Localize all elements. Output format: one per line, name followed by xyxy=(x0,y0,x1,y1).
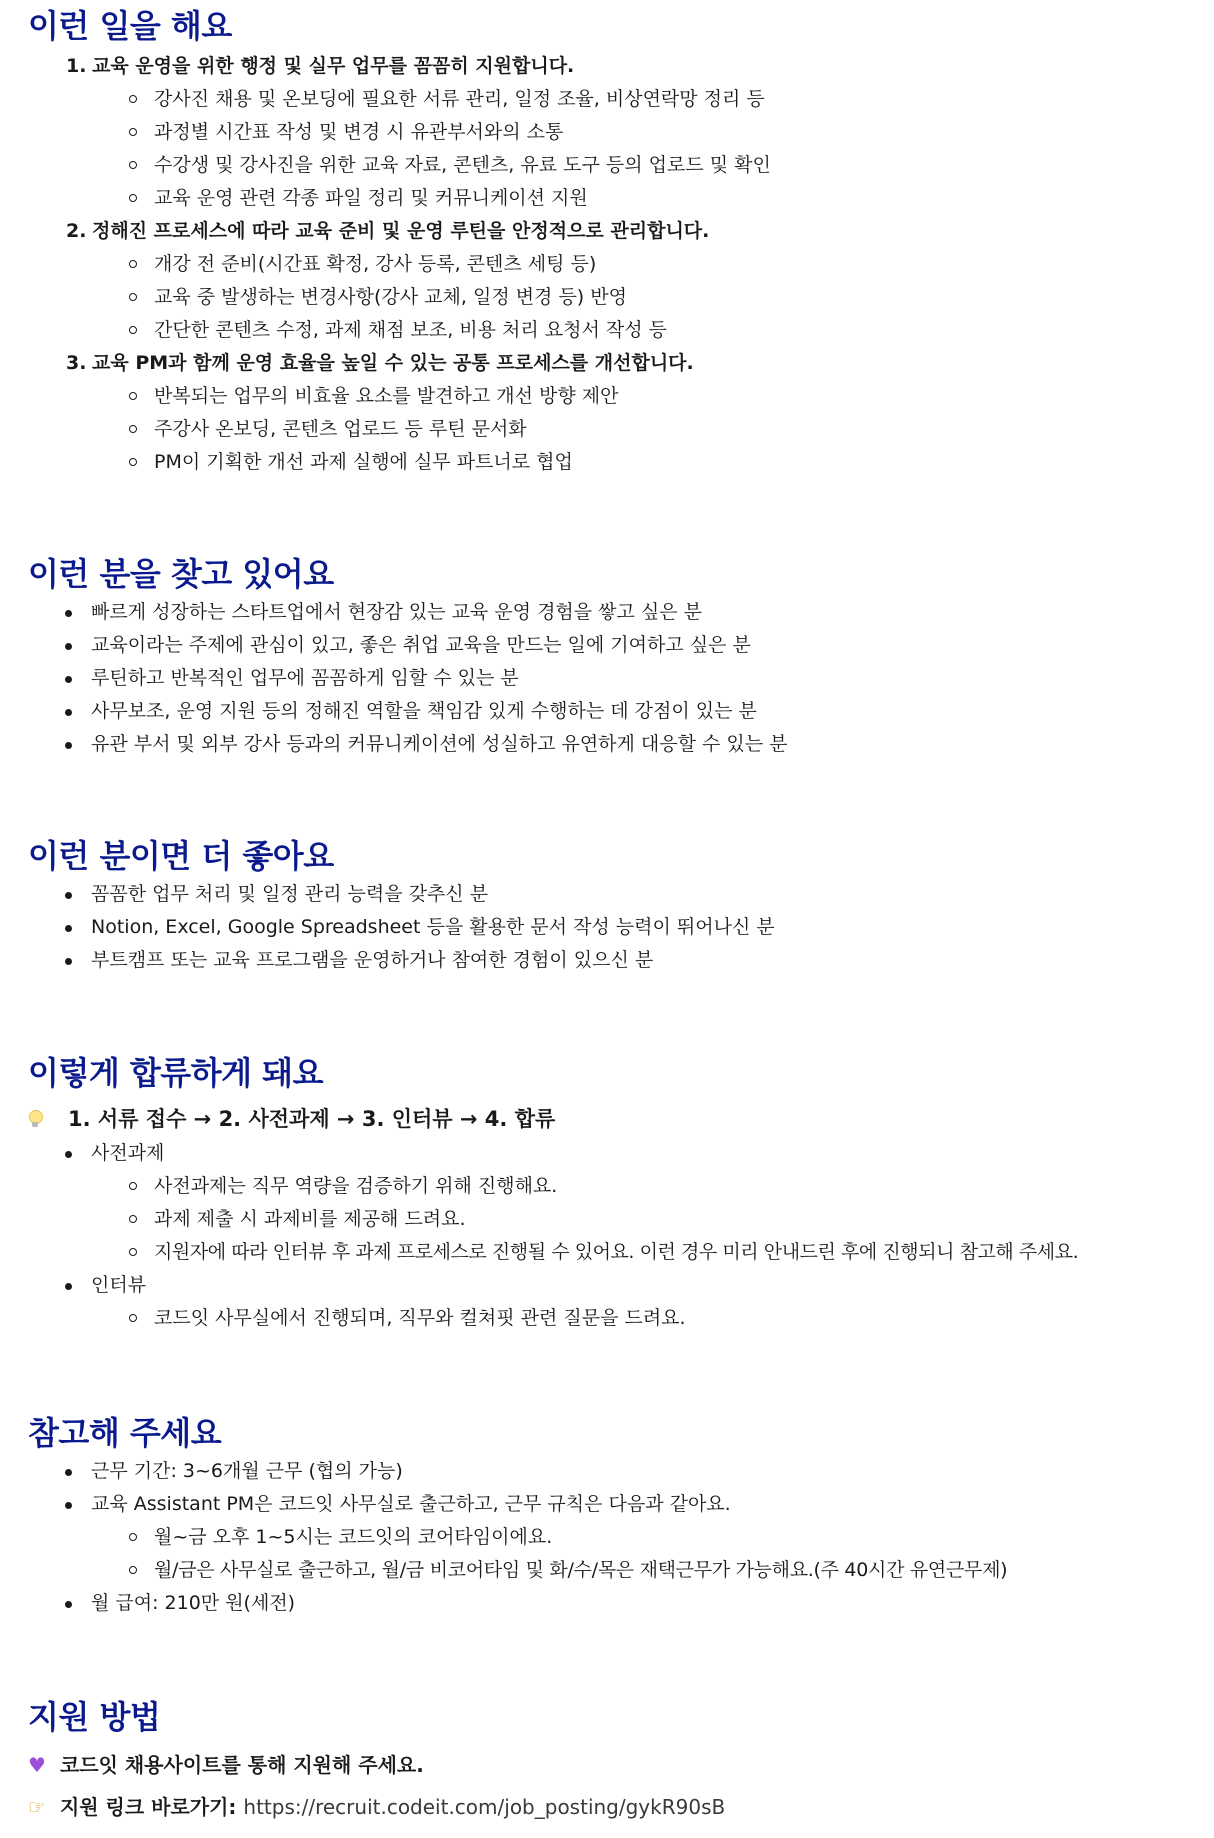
sub-list-item: 과제 제출 시 과제비를 제공해 드려요. xyxy=(28,1203,1214,1236)
purple-heart-icon: ♥ xyxy=(28,1753,46,1777)
section-title: 이런 일을 해요 xyxy=(28,7,232,45)
sub-list-item: 월~금 오후 1~5시는 코드잇의 코어타임이에요. xyxy=(28,1521,1214,1554)
section-looking-for xyxy=(28,554,1214,761)
section-duties xyxy=(28,6,1214,479)
pointing-hand-icon: ☞ xyxy=(28,1795,46,1819)
sub-list-item: 수강생 및 강사진을 위한 교육 자료, 콘텐츠, 유료 도구 등의 업로드 및 확인 xyxy=(28,149,1214,182)
list-item: 루틴하고 반복적인 업무에 꼼꼼하게 임할 수 있는 분 xyxy=(28,662,1214,695)
section-title: 참고해 주세요 xyxy=(28,1414,222,1452)
numbered-item: 2. 정해진 프로세스에 따라 교육 준비 및 운영 루틴을 안정적으로 관리합니다. xyxy=(66,220,710,242)
sub-list-item: 간단한 콘텐츠 수정, 과제 채점 보조, 비용 처리 요청서 작성 등 xyxy=(28,314,1214,347)
list-item: 근무 기간: 3~6개월 근무 (협의 가능) xyxy=(28,1455,1214,1488)
callout-text: 1. 서류 접수 → 2. 사전과제 → 3. 인터뷰 → 4. 합류 xyxy=(68,1107,556,1131)
section-preferred xyxy=(28,836,1214,977)
list-item: 사전과제 xyxy=(28,1137,1214,1170)
sub-list-item: 월/금은 사무실로 출근하고, 월/금 비코어타임 및 화/수/목은 재택근무가 가능해요.(주 40시간 유연근무제) xyxy=(28,1554,1214,1587)
section-notes xyxy=(28,1413,1214,1620)
apply-line xyxy=(28,1747,1214,1783)
sub-list-item: 교육 중 발생하는 변경사항(강사 교체, 일정 변경 등) 반영 xyxy=(28,281,1214,314)
sub-list-item: 강사진 채용 및 온보딩에 필요한 서류 관리, 일정 조율, 비상연락망 정리 등 xyxy=(28,83,1214,116)
apply-link[interactable]: https://recruit.codeit.com/job_posting/gykR90sB xyxy=(243,1795,726,1819)
list-item: 꼼꼼한 업무 처리 및 일정 관리 능력을 갖추신 분 xyxy=(28,878,1214,911)
sub-list-item: 지원자에 따라 인터뷰 후 과제 프로세스로 진행될 수 있어요. 이런 경우 미리 안내드린 후에 진행되니 참고해 주세요. xyxy=(28,1236,1214,1269)
sub-list-item: 사전과제는 직무 역량을 검증하기 위해 진행해요. xyxy=(28,1170,1214,1203)
sub-list-item: 개강 전 준비(시간표 확정, 강사 등록, 콘텐츠 세팅 등) xyxy=(28,248,1214,281)
process-list xyxy=(28,1137,1214,1335)
section-title: 이런 분을 찾고 있어요 xyxy=(28,555,334,593)
section-title: 이런 분이면 더 좋아요 xyxy=(28,837,334,875)
list-item: 인터뷰 xyxy=(28,1269,1214,1302)
list-item: 교육이라는 주제에 관심이 있고, 좋은 취업 교육을 만드는 일에 기여하고 싶은 분 xyxy=(28,629,1214,662)
numbered-item: 1. 교육 운영을 위한 행정 및 실무 업무를 꼼꼼히 지원합니다. xyxy=(66,55,575,77)
section-process xyxy=(28,1053,1214,1335)
section-title: 지원 방법 xyxy=(28,1698,161,1736)
numbered-item: 3. 교육 PM과 함께 운영 효율을 높일 수 있는 공통 프로세스를 개선합니다. xyxy=(66,352,694,374)
section-title: 이렇게 합류하게 돼요 xyxy=(28,1054,323,1092)
duties-list xyxy=(28,50,1214,479)
list-item: 월 급여: 210만 원(세전) xyxy=(28,1587,1214,1620)
list-item: 부트캠프 또는 교육 프로그램을 운영하거나 참여한 경험이 있으신 분 xyxy=(28,944,1214,977)
sub-list-item: 주강사 온보딩, 콘텐츠 업로드 등 루틴 문서화 xyxy=(28,413,1214,446)
list-item: Notion, Excel, Google Spreadsheet 등을 활용한 문서 작성 능력이 뛰어나신 분 xyxy=(28,911,1214,944)
section-apply xyxy=(28,1697,1214,1825)
sub-list-item: 교육 운영 관련 각종 파일 정리 및 커뮤니케이션 지원 xyxy=(28,182,1214,215)
sub-list-item: 과정별 시간표 작성 및 변경 시 유관부서와의 소통 xyxy=(28,116,1214,149)
requirements-list xyxy=(28,596,1214,761)
apply-link-label: 지원 링크 바로가기: xyxy=(59,1795,237,1819)
notes-list xyxy=(28,1455,1214,1620)
apply-text: 코드잇 채용사이트를 통해 지원해 주세요. xyxy=(59,1753,424,1777)
list-item: 빠르게 성장하는 스타트업에서 현장감 있는 교육 운영 경험을 쌓고 싶은 분 xyxy=(28,596,1214,629)
list-item: 교육 Assistant PM은 코드잇 사무실로 출근하고, 근무 규칙은 다음과 같아요. xyxy=(28,1488,1214,1521)
apply-link-line xyxy=(28,1789,1214,1825)
sub-list-item: PM이 기획한 개선 과제 실행에 실무 파트너로 협업 xyxy=(28,446,1214,479)
sub-list-item: 반복되는 업무의 비효율 요소를 발견하고 개선 방향 제안 xyxy=(28,380,1214,413)
list-item: 사무보조, 운영 지원 등의 정해진 역할을 책임감 있게 수행하는 데 강점이 있는 분 xyxy=(28,695,1214,728)
preferred-list xyxy=(28,878,1214,977)
lightbulb-icon xyxy=(28,1110,42,1128)
process-callout xyxy=(28,1101,1214,1137)
list-item: 유관 부서 및 외부 강사 등과의 커뮤니케이션에 성실하고 유연하게 대응할 수 있는 분 xyxy=(28,728,1214,761)
sub-list-item: 코드잇 사무실에서 진행되며, 직무와 컬쳐핏 관련 질문을 드려요. xyxy=(28,1302,1214,1335)
